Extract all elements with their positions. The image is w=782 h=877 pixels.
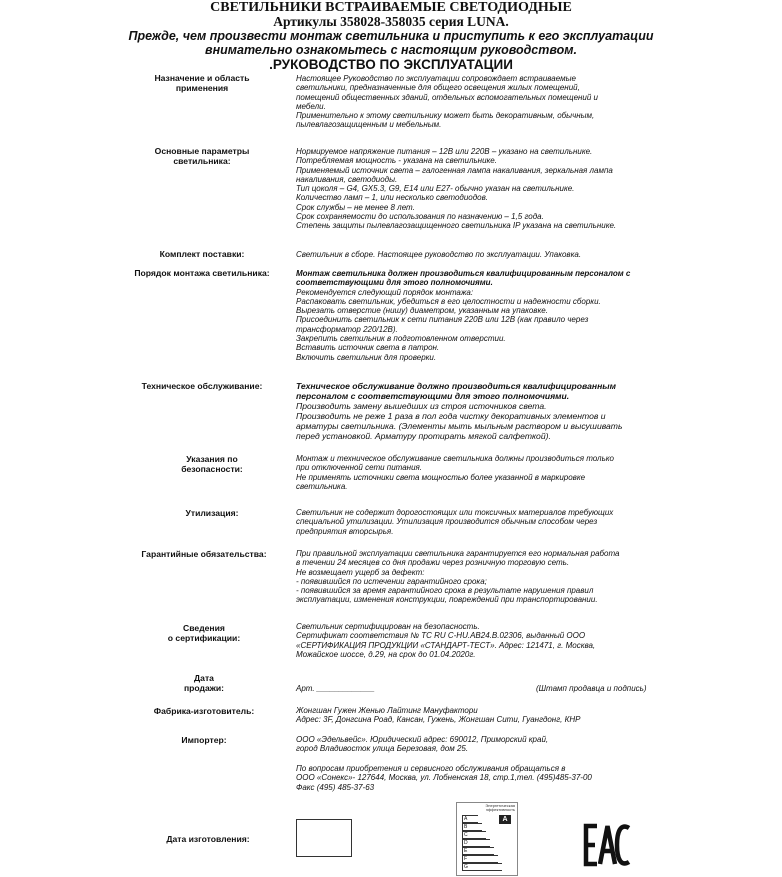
params-label-line-1: Основные параметры bbox=[154, 146, 250, 156]
certification-line: «СЕРТИФИКАЦИЯ ПРОДУКЦИИ «СТАНДАРТ-ТЕСТ». Адрес: 121471, г. Москва, bbox=[296, 640, 596, 650]
certification-line: Сертификат соответствия № ТС RU C-HU.AB24.B.02306, выданный ООО bbox=[296, 631, 586, 641]
purpose-line: Настоящее Руководство по эксплуатации сопровождает встраиваемые bbox=[296, 74, 576, 83]
warranty-text bbox=[296, 549, 676, 605]
sale-label-line-2: продажи: bbox=[183, 683, 225, 693]
safety-line: Не применять источники света мощностью более указанной в маркировке bbox=[296, 472, 586, 482]
importer-line: ООО «Эдельвейс». Юридический адрес: 690012, Приморский край, bbox=[296, 735, 549, 744]
safety-line: Монтаж и техническое обслуживание светильника должны производиться только bbox=[296, 454, 614, 463]
manual-title: .РУКОВОДСТВО ПО ЭКСПЛУАТАЦИИ bbox=[269, 57, 513, 72]
params-line: Тип цоколя – G4, GX5.3, G9, E14 или E27- обычно указан на светильнике. bbox=[296, 184, 575, 194]
certification-label bbox=[118, 623, 290, 643]
install-label: Порядок монтажа светильника: bbox=[134, 268, 270, 278]
energy-class-bar: G bbox=[462, 863, 502, 871]
warning-line-1: Прежде, чем произвести монтаж светильника и приступить к его эксплуатации bbox=[128, 29, 654, 43]
params-line: накаливания, светодиоды. bbox=[296, 174, 398, 184]
document-title: СВЕТИЛЬНИКИ ВСТРАИВАЕМЫЕ СВЕТОДИОДНЫЕ bbox=[210, 0, 572, 15]
params-line: Срок сохраняемости до использования по назначению – 1,5 года. bbox=[296, 212, 544, 222]
sale-label-line-1: Дата bbox=[194, 673, 214, 683]
params-label-line-2: светильника: bbox=[173, 156, 231, 166]
purpose-line: пылевлагозащищенным и мебельным. bbox=[296, 120, 442, 130]
factory-line: Жонгшан Гужен Женью Лайтинг Мануфактори bbox=[296, 706, 478, 715]
energy-class-bar: B bbox=[462, 823, 482, 831]
purpose-text bbox=[296, 74, 676, 130]
factory-label: Фабрика-изготовитель: bbox=[153, 706, 255, 716]
purpose-line: светильники, предназначенные для общего освещения жилых помещений, bbox=[296, 83, 580, 93]
install-line: Распаковать светильник, убедиться в его целостности и надежности сборки. bbox=[296, 296, 601, 306]
warranty-line: в течении 24 месяцев со дня продажи через розничную торговую сеть. bbox=[296, 558, 570, 568]
certification-text bbox=[296, 622, 676, 659]
purpose-label-line-2: применения bbox=[175, 83, 229, 93]
purpose-line: помещений общественных зданий, отдельных вспомогательных помещений и bbox=[296, 92, 598, 102]
energy-label-header: Энергетическая эффективность bbox=[485, 803, 515, 812]
manual-title-text: РУКОВОДСТВО ПО ЭКСПЛУАТАЦИИ bbox=[272, 57, 513, 72]
eac-mark-icon bbox=[583, 823, 631, 867]
energy-class-bar: E bbox=[462, 847, 494, 855]
contacts-line: Факс (495) 485-37-63 bbox=[296, 782, 375, 792]
params-line: Нормируемое напряжение питания – 12В или 220В – указано на светильнике. bbox=[296, 147, 593, 156]
safety-text bbox=[296, 454, 676, 491]
disposal-line: предприятия вторсырья. bbox=[296, 526, 394, 536]
manufacture-date-box[interactable] bbox=[296, 819, 352, 857]
disposal-label: Утилизация: bbox=[185, 508, 239, 518]
energy-class-bar: C bbox=[462, 831, 486, 839]
energy-efficiency-label bbox=[456, 802, 518, 876]
warranty-line: эксплуатации, изменения конструкции, повреждений при транспортировании. bbox=[296, 595, 598, 605]
params-line: Потребляемая мощность - указана на светильнике. bbox=[296, 156, 497, 166]
warranty-line: При правильной эксплуатации светильника гарантируется его нормальная работа bbox=[296, 549, 620, 558]
maintenance-line: Производить замену вышедших из строя источников света. bbox=[296, 401, 547, 411]
contacts-line: По вопросам приобретения и сервисного обслуживания обращаться в bbox=[296, 764, 566, 773]
purpose-line: Применительно к этому светильнику может быть декоративным, обычным, bbox=[296, 111, 595, 121]
warranty-line: - появившийся по истечении гарантийного срока; bbox=[296, 576, 487, 586]
params-line: Количество ламп – 1, или несколько светодиодов. bbox=[296, 193, 489, 203]
contacts-line: ООО «Сонекс»- 127644, Москва, ул. Лобненская 18, стр.1,тел. (495)485-37-00 bbox=[296, 773, 592, 783]
install-line: трансформатор 220/12В). bbox=[296, 324, 398, 334]
install-line: Рекомендуется следующий порядок монтажа: bbox=[296, 287, 474, 297]
install-line: Вставить источник света в патрон. bbox=[296, 343, 440, 353]
energy-class-bar: F bbox=[462, 855, 498, 863]
warning-line-2: внимательно ознакомьтесь с настоящим руководством. bbox=[205, 43, 577, 57]
maintenance-text bbox=[296, 381, 676, 441]
sale-label bbox=[118, 673, 290, 693]
factory-line: Адрес: 3F, Донгсина Роад, Кансан, Гужень, Жонгшан Сити, Гуангдонг, КНР bbox=[296, 715, 581, 725]
params-line: Срок службы – не менее 8 лет. bbox=[296, 202, 415, 212]
purpose-label bbox=[116, 73, 288, 93]
contacts-text bbox=[296, 764, 676, 792]
params-text bbox=[296, 147, 676, 231]
certification-label-line-2: о сертификации: bbox=[167, 633, 241, 643]
safety-label-line-2: безопасности: bbox=[181, 464, 243, 474]
install-line: Присоединить светильник к сети питания 220В или 12В (как правило через bbox=[296, 315, 589, 325]
purpose-line: мебели. bbox=[296, 101, 326, 111]
params-label bbox=[116, 146, 288, 166]
energy-selected-class: A bbox=[499, 815, 511, 824]
certification-line: Можайское шоссе, д.29, на срок до 01.04.2020г. bbox=[296, 649, 476, 659]
maintenance-line: Производить не реже 1 раза в пол года чистку декоративных элементов и bbox=[296, 411, 606, 421]
install-text bbox=[296, 269, 676, 362]
kit-label: Комплект поставки: bbox=[159, 249, 245, 259]
maintenance-label: Техническое обслуживание: bbox=[141, 381, 263, 391]
purpose-label-line-1: Назначение и область bbox=[154, 73, 250, 83]
document-header bbox=[0, 1, 782, 72]
install-line: Включить светильник для проверки. bbox=[296, 352, 437, 362]
install-line: Закрепить светильник в подготовленном отверстии. bbox=[296, 334, 506, 344]
warranty-line: - появившийся за время гарантийного срока в результате нарушения правил bbox=[296, 586, 594, 596]
importer-label: Импортер: bbox=[181, 735, 227, 745]
maintenance-bold-line: персоналом с соответствующими для этого полномочиями. bbox=[296, 391, 570, 401]
article-numbers: Артикулы 358028-358035 серия LUNA. bbox=[273, 14, 509, 29]
params-line: Применяемый источник света – галогенная лампа накаливания, зеркальная лампа bbox=[296, 165, 613, 175]
disposal-text bbox=[296, 508, 676, 536]
safety-label bbox=[126, 454, 298, 474]
energy-class-bar: A bbox=[462, 815, 478, 823]
maintenance-line: перед установкой. Арматуру протирать мягкой салфеткой). bbox=[296, 431, 551, 441]
factory-text bbox=[296, 706, 676, 725]
certification-label-line-1: Сведения bbox=[183, 623, 225, 633]
kit-text: Светильник в сборе. Настоящее руководство по эксплуатации. Упаковка. bbox=[296, 250, 582, 259]
maintenance-bold-line: Техническое обслуживание должно производиться квалифицированным bbox=[296, 381, 616, 391]
maintenance-line: арматуры светильника. (Элементы мыть мыльным раствором и высушивать bbox=[296, 421, 623, 431]
importer-line: город Владивосток улица Березовая, дом 25. bbox=[296, 744, 469, 754]
install-bold-line: Монтаж светильника должен производиться квалифицированным персоналом с bbox=[296, 269, 631, 278]
certification-line: Светильник сертифицирован на безопасность. bbox=[296, 622, 480, 631]
disposal-line: Светильник не содержит дорогостоящих или токсичных материалов требующих bbox=[296, 508, 614, 517]
warranty-line: Не возмещает ущерб за дефект: bbox=[296, 567, 425, 577]
install-bold-line: соответствующими для этого полномочиями. bbox=[296, 278, 493, 288]
warranty-label: Гарантийные обязательства: bbox=[141, 549, 267, 559]
importer-text bbox=[296, 735, 676, 754]
sale-stamp-note: (Штамп продавца и подпись) bbox=[536, 684, 647, 693]
manufacture-date-label: Дата изготовления: bbox=[166, 834, 250, 844]
sale-article-field: Арт. _____________ bbox=[296, 684, 375, 693]
safety-line: при отключенной сети питания. bbox=[296, 463, 423, 473]
safety-label-line-1: Указания по bbox=[186, 454, 238, 464]
params-line: Степень защиты пылевлагозащищенного светильника IP указана на светильнике. bbox=[296, 221, 617, 231]
energy-class-bar: D bbox=[462, 839, 490, 847]
install-line: Вырезать отверстие (нишу) диаметром, указанным на упаковке. bbox=[296, 306, 548, 316]
safety-line: светильника. bbox=[296, 481, 348, 491]
disposal-line: специальной утилизации. Утилизация производится обычным способом через bbox=[296, 517, 598, 527]
